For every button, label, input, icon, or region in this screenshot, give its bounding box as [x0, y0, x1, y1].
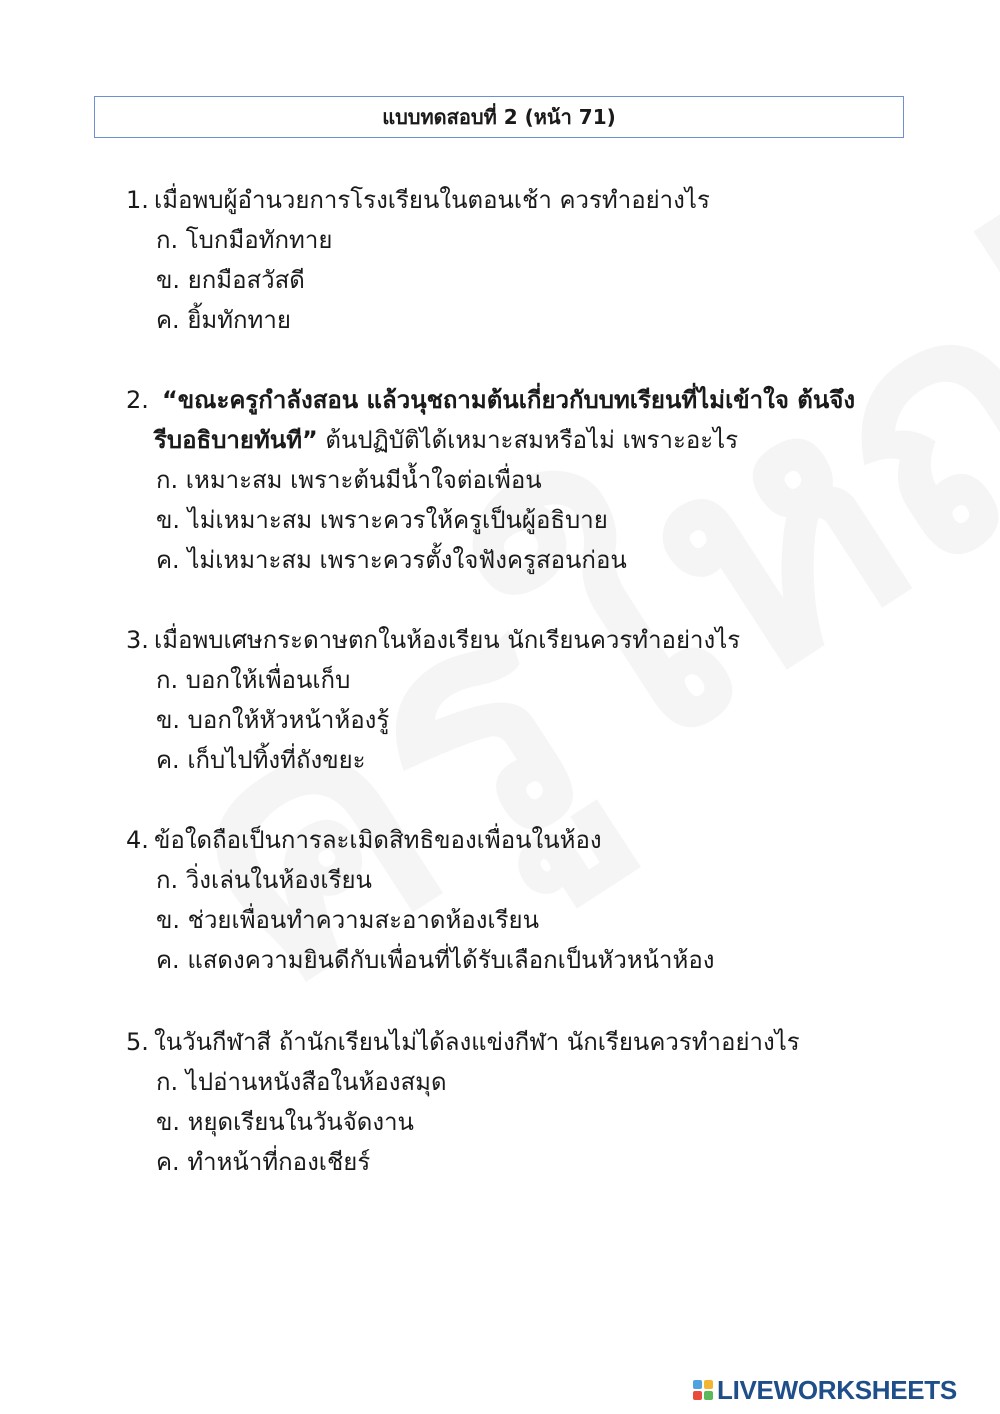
logo-square-1 — [693, 1380, 702, 1389]
question-text: ในวันกีฬาสี ถ้านักเรียนไม่ได้ลงแข่งกีฬา นักเรียนควรทำอย่างไร — [154, 1028, 800, 1056]
question-3-stem — [126, 620, 926, 660]
option-b[interactable]: ข. ช่วยเพื่อนทำความสะอาดห้องเรียน — [156, 906, 539, 934]
option-b[interactable]: ข. ไม่เหมาะสม เพราะควรให้ครูเป็นผู้อธิบาย — [156, 506, 608, 534]
question-5-stem — [126, 1022, 926, 1062]
question-number: 4. — [126, 826, 149, 854]
question-3 — [126, 620, 926, 780]
question-number: 5. — [126, 1028, 149, 1056]
worksheet-title: แบบทดสอบที่ 2 (หน้า 71) — [94, 96, 904, 138]
question-text: ต้นปฏิบัติได้เหมาะสมหรือไม่ เพราะอะไร — [317, 426, 739, 454]
option-b[interactable]: ข. ยกมือสวัสดี — [156, 266, 305, 294]
question-4 — [126, 820, 926, 980]
option-c[interactable]: ค. เก็บไปทิ้งที่ถังขยะ — [156, 746, 366, 774]
question-text: เมื่อพบเศษกระดาษตกในห้องเรียน นักเรียนควรทำอย่างไร — [154, 626, 741, 654]
option-c[interactable]: ค. แสดงความยินดีกับเพื่อนที่ได้รับเลือกเป็นหัวหน้าห้อง — [156, 946, 715, 974]
option-a[interactable]: ก. โบกมือทักทาย — [156, 226, 333, 254]
option-a[interactable]: ก. ไปอ่านหนังสือในห้องสมุด — [156, 1068, 447, 1096]
option-a[interactable]: ก. บอกให้เพื่อนเก็บ — [156, 666, 351, 694]
question-2-stem-line-1 — [126, 380, 926, 420]
logo-square-3 — [693, 1391, 702, 1400]
question-number: 2. — [126, 386, 149, 414]
logo-text: LIVEWORKSHEETS — [717, 1374, 957, 1405]
question-text: ข้อใดถือเป็นการละเมิดสิทธิของเพื่อนในห้อง — [154, 826, 602, 854]
question-number: 1. — [126, 186, 149, 214]
question-5 — [126, 1022, 926, 1182]
question-number: 3. — [126, 626, 149, 654]
option-b[interactable]: ข. หยุดเรียนในวันจัดงาน — [156, 1108, 414, 1136]
question-1 — [126, 180, 926, 340]
logo-icon — [693, 1380, 713, 1400]
option-b[interactable]: ข. บอกให้หัวหน้าห้องรู้ — [156, 706, 390, 734]
option-a[interactable]: ก. เหมาะสม เพราะต้นมีน้ำใจต่อเพื่อน — [156, 466, 542, 494]
option-c[interactable]: ค. ทำหน้าที่กองเชียร์ — [156, 1148, 371, 1176]
question-text: เมื่อพบผู้อำนวยการโรงเรียนในตอนเช้า ควรทำอย่างไร — [154, 186, 710, 214]
logo-square-4 — [704, 1391, 713, 1400]
question-2 — [126, 380, 926, 580]
question-2-stem-line-2 — [126, 420, 926, 460]
logo-square-2 — [704, 1380, 713, 1389]
question-1-stem — [126, 180, 926, 220]
option-a[interactable]: ก. วิ่งเล่นในห้องเรียน — [156, 866, 372, 894]
liveworksheets-logo — [693, 1376, 957, 1404]
question-quote-part-1: “ขณะครูกำลังสอน แล้วนุชถามต้นเกี่ยวกับบทเรียนที่ไม่เข้าใจ ต้นจึง — [162, 386, 856, 414]
question-quote-part-2: รีบอธิบายทันที” — [154, 426, 318, 454]
option-c[interactable]: ค. ไม่เหมาะสม เพราะควรตั้งใจฟังครูสอนก่อน — [156, 546, 627, 574]
question-4-stem — [126, 820, 926, 860]
option-c[interactable]: ค. ยิ้มทักทาย — [156, 306, 291, 334]
